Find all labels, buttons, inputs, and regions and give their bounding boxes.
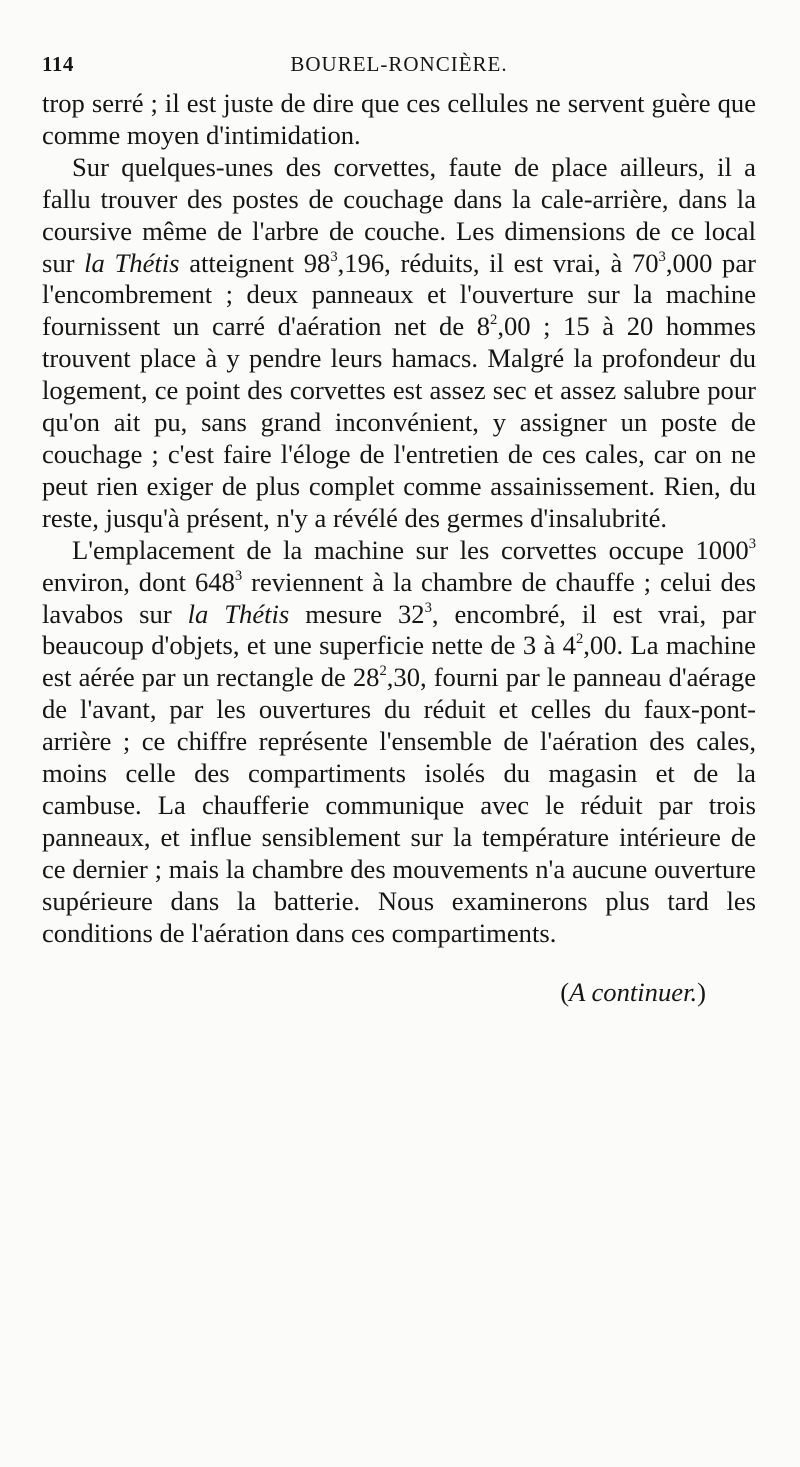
text-run: mesure 32	[289, 598, 425, 629]
continuation-note	[42, 977, 756, 1008]
body-text	[42, 88, 756, 949]
unit-exponent: 3	[748, 535, 756, 552]
unit-exponent: 3	[424, 599, 432, 616]
text-run: reviennent à la chambre de chauffe ; celui des lavabos sur	[42, 566, 756, 629]
unit-exponent: 3	[234, 567, 243, 584]
unit-exponent: 3	[658, 248, 666, 265]
text-run: ,00 ; 15 à 20 hommes trouvent place à y pendre leurs hamacs. Malgré la profondeur du logement, ce point des corvettes est assez sec et assez salubre pour qu'on ait pu, sans grand inconvénient, y assigner un poste de couchage ; c'est faire l'éloge de l'entretien de ces cales, car on ne peut rien exiger de plus complet comme assainissement. Rien, du reste, jusqu'à présent, n'y a révélé des germes d'insalubrité.	[42, 311, 756, 533]
text-run: atteignent 98	[179, 247, 331, 278]
ship-name: la Thétis	[187, 598, 290, 629]
paragraph-3	[42, 535, 756, 950]
continuation-open-paren: (	[560, 977, 570, 1008]
text-run: environ, dont 648	[42, 566, 235, 597]
continuation-close-paren: )	[697, 977, 706, 1008]
unit-exponent: 2	[575, 631, 584, 648]
text-run: L'emplacement de la machine sur les corvettes occupe 1000	[72, 534, 749, 565]
text-run: Sur quelques-unes des corvettes, faute de place ailleurs, il a fallu trouver des postes de couchage dans la cale-arrière, dans la coursive même de l'arbre de couche. Les dimensions de ce local sur	[42, 151, 756, 278]
unit-exponent: 2	[490, 312, 498, 329]
unit-exponent: 3	[330, 248, 338, 265]
paragraph-1	[42, 88, 756, 152]
text-run: ,000 par l'encombrement ; deux panneaux et l'ouverture sur la machine fournissent un carré d'aération net de 8	[42, 247, 756, 342]
running-title: BOUREL-RONCIÈRE.	[290, 52, 508, 76]
unit-exponent: 2	[379, 663, 387, 680]
ship-name: la Thétis	[84, 247, 180, 278]
running-header	[42, 52, 756, 88]
text-run: , encombré, il est vrai, par beaucoup d'objets, et une superficie nette de 3 à 4	[42, 598, 756, 661]
text-run: ,30, fourni par le panneau d'aérage de l'avant, par les ouvertures du réduit et celles du faux-pont-arrière ; ce chiffre représente l'ensemble de l'aération des cales, moins celle des compartiments isolés du magasin et de la cambuse. La chaufferie communique avec le réduit par trois panneaux, et influe sensiblement sur la température intérieure de ce dernier ; mais la chambre des mouvements n'a aucune ouverture supérieure dans la batterie. Nous examinerons plus tard les conditions de l'aération dans ces compartiments.	[42, 662, 756, 948]
text-run: trop serré ; il est juste de dire que ces cellules ne servent guère que comme moyen d'intimidation.	[42, 88, 756, 150]
text-run: ,00. La machine est aérée par un rectangle de 28	[42, 630, 756, 693]
page-number: 114	[42, 52, 74, 76]
text-run: ,196, réduits, il est vrai, à 70	[337, 247, 659, 278]
paragraph-2	[42, 152, 756, 535]
continuation-text: A continuer.	[569, 977, 698, 1008]
